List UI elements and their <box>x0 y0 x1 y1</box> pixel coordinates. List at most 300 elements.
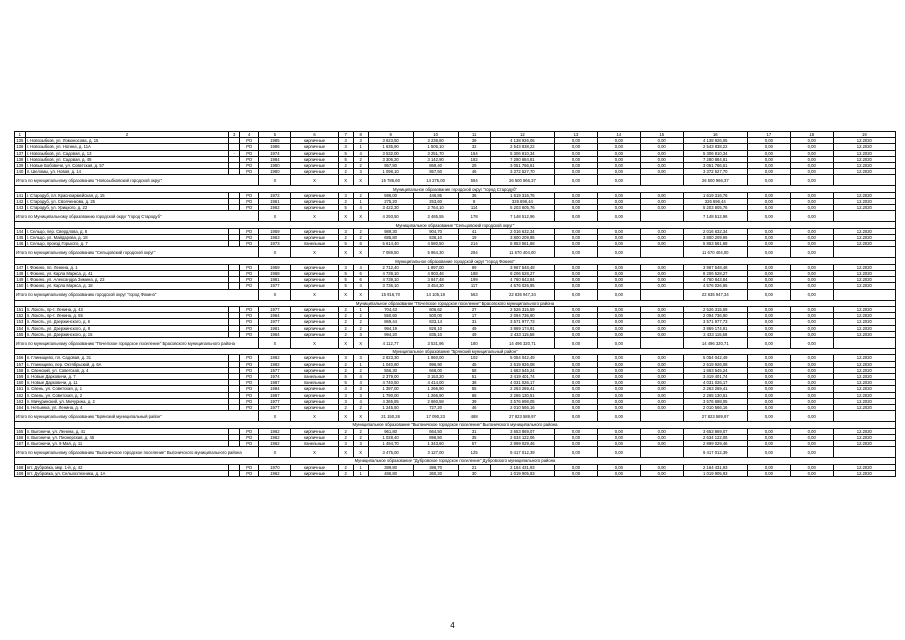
table-cell: 2 265 130,51 <box>490 392 554 398</box>
table-cell: РО <box>240 398 259 404</box>
table-cell: 154 <box>458 150 490 156</box>
table-cell: РО <box>240 428 259 434</box>
table-cell: 2 823,30 <box>368 355 413 361</box>
table-cell: РО <box>240 331 259 337</box>
table-cell: 12.2020 <box>833 205 895 211</box>
table-cell: 0,00 <box>597 199 640 205</box>
table-cell: 0,00 <box>597 313 640 319</box>
table-cell: 0,00 <box>790 325 833 331</box>
table-cell: 0,00 <box>597 205 640 211</box>
table-cell: 0,00 <box>640 277 683 283</box>
table-cell: 0,00 <box>555 325 598 331</box>
table-cell: 38 <box>458 380 490 386</box>
table-cell: 4 <box>353 398 368 404</box>
table-cell: 143 <box>16 205 24 211</box>
subtotal-cell: X <box>353 247 368 258</box>
table-cell: 3 153,20 <box>413 374 458 380</box>
table-cell: 166 <box>16 434 24 440</box>
table-cell: 0,00 <box>597 428 640 434</box>
table-cell: 0,00 <box>555 313 598 319</box>
table-cell: 12.2020 <box>833 307 895 313</box>
table-cell: 0,00 <box>555 163 598 169</box>
subtotal-cell: 0,00 <box>555 411 598 422</box>
table-cell: 1 663 545,24 <box>490 367 554 373</box>
subtotal-label: Итого по муниципальному образованию "Сельцовский городской округ" <box>15 247 259 258</box>
table-cell: 2 <box>353 367 368 373</box>
table-cell: 12.2020 <box>833 199 895 205</box>
subtotal-cell: 7 148 512,96 <box>683 211 747 222</box>
table-cell: 0,00 <box>790 405 833 411</box>
table-cell: 144 <box>16 228 24 234</box>
table-cell: 12.2020 <box>833 325 895 331</box>
table-cell: 275,20 <box>368 199 413 205</box>
table-cell: 835,10 <box>413 331 458 337</box>
table-cell: 0,00 <box>555 192 598 198</box>
subtotal-row <box>15 338 896 349</box>
table-cell: 2 164 431,93 <box>490 464 554 470</box>
subtotal-cell: X <box>259 175 291 186</box>
section-title: Муниципальное образование "Почепское городское поселение" Брасовского муниципального района <box>15 300 896 306</box>
table-cell: 0,00 <box>597 361 640 367</box>
table-cell: кирпичные <box>291 307 338 313</box>
address-cell: г. Сельцо, пер. Свердлова, д. 8 <box>25 228 229 234</box>
table-cell: 0,00 <box>640 355 683 361</box>
table-cell: 3 571 977,73 <box>683 319 747 325</box>
table-cell: 0,00 <box>790 150 833 156</box>
table-cell: 0,00 <box>555 398 598 404</box>
table-cell: кирпичные <box>291 470 338 476</box>
table-cell: 5 <box>338 156 353 162</box>
address-cell: г. Фокино, ул. Карла Маркса, д. 18 <box>25 283 229 289</box>
subtotal-cell: 9 417 012,39 <box>490 447 554 458</box>
table-cell: 0,00 <box>555 392 598 398</box>
table-cell: 550,60 <box>368 313 413 319</box>
table-cell: 0,00 <box>555 331 598 337</box>
table-cell: 989,30 <box>368 228 413 234</box>
table-cell: 0,00 <box>555 205 598 211</box>
table-cell: 51 <box>458 374 490 380</box>
table-cell: 1963 <box>259 235 291 241</box>
subtotal-row <box>15 447 896 458</box>
table-cell: 3 051 766,61 <box>490 163 554 169</box>
table-cell: кирпичные <box>291 199 338 205</box>
table-cell: 3 736,10 <box>368 283 413 289</box>
table-cell: 2 <box>338 470 353 476</box>
column-number-cell: 7 <box>338 132 353 138</box>
table-cell: 1964 <box>259 331 291 337</box>
subtotal-cell: 0,00 <box>597 289 640 300</box>
table-cell: 2 010 566,16 <box>490 405 554 411</box>
table-cell: 151 <box>16 307 24 313</box>
table-cell: 2 <box>338 313 353 319</box>
subtotal-cell: 0,00 <box>790 338 833 349</box>
table-cell: 0,00 <box>640 169 683 175</box>
table-cell: 4 903,46 <box>413 271 458 277</box>
table-cell: 168 <box>16 464 24 470</box>
subtotal-cell: 0,00 <box>790 289 833 300</box>
table-cell: 3 800 209,95 <box>490 235 554 241</box>
column-number-cell: 1 <box>15 132 26 138</box>
table-cell: РО <box>240 470 259 476</box>
table-cell: 30 <box>458 470 490 476</box>
table-cell: 12.2020 <box>833 464 895 470</box>
table-cell: 0,00 <box>555 283 598 289</box>
subtotal-cell: 3 465,55 <box>413 211 458 222</box>
subtotal-cell: 0,00 <box>790 247 833 258</box>
table-cell: кирпичные <box>291 392 338 398</box>
table-cell: 0,00 <box>597 150 640 156</box>
table-cell: 2 <box>353 228 368 234</box>
table-cell: кирпичные <box>291 138 338 144</box>
address-cell: п. Локоть, ул. Дзержинского, д. 8 <box>25 325 229 331</box>
subtotal-cell: 3 475,00 <box>368 447 413 458</box>
table-cell: 0,00 <box>555 150 598 156</box>
table-cell: 2 526 315,59 <box>490 307 554 313</box>
subtotal-cell <box>640 411 683 422</box>
table-cell: 2 379,00 <box>368 374 413 380</box>
table-cell: кирпичные <box>291 355 338 361</box>
subtotal-cell: X <box>259 447 291 458</box>
table-cell: 0,00 <box>747 380 790 386</box>
table-cell: 2 <box>338 331 353 337</box>
table-cell: 0,00 <box>555 405 598 411</box>
table-cell: 2 <box>338 307 353 313</box>
subtotal-cell: 0,00 <box>555 247 598 258</box>
column-number-cell: 2 <box>25 132 229 138</box>
table-cell: 0,00 <box>597 271 640 277</box>
subtotal-label: Итого по муниципальному образованию городской округ "город Фокино" <box>15 289 259 300</box>
table-cell: 1 <box>353 464 368 470</box>
section-title: Муниципальное образование "Сельцовский городской округ" <box>15 222 896 228</box>
address-cell: п. Локоть, ул. Дзержинского, д. 6 <box>25 319 229 325</box>
table-cell: 636,10 <box>413 235 458 241</box>
table-cell: панельные <box>291 441 338 447</box>
table-cell: 0,00 <box>555 464 598 470</box>
address-cell: г. Стародуб, пл. Красноармейская, д. 15 <box>25 192 229 198</box>
column-number-cell: 17 <box>747 132 790 138</box>
subtotal-cell: 22 635 947,34 <box>683 289 747 300</box>
subtotal-cell: X <box>259 211 291 222</box>
table-cell: РО <box>240 313 259 319</box>
table-cell: 4 031 026,17 <box>490 380 554 386</box>
table-cell: 961,80 <box>368 428 413 434</box>
subtotal-cell: X <box>353 211 368 222</box>
table-cell: 169 <box>16 470 24 476</box>
address-cell: г. Новозыбков, ул. Ломоносова, д. 15 <box>25 138 229 144</box>
table-cell: 2 <box>338 163 353 169</box>
address-cell: п. Локоть, пр-т. Ленина, д. 43 <box>25 307 229 313</box>
table-cell: 199 <box>458 277 490 283</box>
table-cell: 161 <box>16 386 24 392</box>
page-number: 4 <box>450 621 455 630</box>
table-cell: 147 <box>16 264 24 270</box>
table-cell: РО <box>240 264 259 270</box>
table-cell: 1980 <box>259 163 291 169</box>
address-cell: г. Новозыбков, ул. Садовая, д. 13 <box>25 150 229 156</box>
table-cell: 114 <box>458 205 490 211</box>
table-cell: 5 <box>338 380 353 386</box>
table-cell: 156 <box>16 355 24 361</box>
address-cell: п. Локоть, пр-т. Ленина, д. 55 <box>25 313 229 319</box>
table-cell: 4 <box>353 380 368 386</box>
table-cell: 2 <box>353 235 368 241</box>
table-cell: 996,90 <box>413 361 458 367</box>
table-cell: 45 <box>458 361 490 367</box>
table-cell: 3 <box>338 144 353 150</box>
table-cell: 0,00 <box>597 405 640 411</box>
table-cell: 0,00 <box>747 319 790 325</box>
table-cell: 2 519 926,08 <box>683 361 747 367</box>
table-cell: 12.2020 <box>833 441 895 447</box>
table-cell: 1 663 545,24 <box>683 367 747 373</box>
address-cell: пгт. Дубровка, ул. Сельхозтехника, д. 1А <box>25 470 229 476</box>
table-cell: 1962 <box>259 428 291 434</box>
subtotal-cell: 0,00 <box>597 247 640 258</box>
table-cell: 0,00 <box>597 470 640 476</box>
subtotal-cell: 0,00 <box>790 175 833 186</box>
table-cell: 0,00 <box>640 144 683 150</box>
table-cell: 2 094 736,90 <box>490 313 554 319</box>
table-cell: 4 760 843,84 <box>683 277 747 283</box>
table-cell: РО <box>240 169 259 175</box>
table-cell: 0,00 <box>790 331 833 337</box>
table-cell: 1985 <box>259 138 291 144</box>
table-cell: 142 <box>16 199 24 205</box>
table-cell: 1962 <box>259 441 291 447</box>
subtotal-cell: 563 <box>458 289 490 300</box>
table-cell: 5 <box>338 205 353 211</box>
table-cell: 3 <box>353 331 368 337</box>
table-cell: 7 280 884,81 <box>683 156 747 162</box>
table-cell: 3 653 869,07 <box>490 428 554 434</box>
table-cell: 1982 <box>259 361 291 367</box>
table-cell: 5 <box>338 271 353 277</box>
subtotal-row <box>15 211 896 222</box>
table-cell: 664,50 <box>413 428 458 434</box>
table-cell: 21 <box>458 464 490 470</box>
table-cell: 5 614,40 <box>368 241 413 247</box>
table-cell: 49 <box>458 325 490 331</box>
table-cell: 0,00 <box>640 361 683 367</box>
table-cell: 2 <box>338 428 353 434</box>
table-cell: 833,14 <box>413 319 458 325</box>
table-cell: 1 635,90 <box>368 144 413 150</box>
column-number-cell: 5 <box>259 132 291 138</box>
table-cell: 606,62 <box>413 307 458 313</box>
table-cell: 2 899 029,46 <box>490 441 554 447</box>
address-cell: п. Выгоничи, ул. 9 Мая, д. 11 <box>25 441 229 447</box>
table-cell: 12.2020 <box>833 428 895 434</box>
table-cell: 0,00 <box>555 374 598 380</box>
table-cell: 1962 <box>259 470 291 476</box>
subtotal-cell: X <box>338 338 353 349</box>
subtotal-cell: 11 670 404,00 <box>490 247 554 258</box>
table-cell: 12.2020 <box>833 283 895 289</box>
table-cell: кирпичные <box>291 169 338 175</box>
table-cell: 68 <box>458 392 490 398</box>
table-cell: 0,00 <box>747 271 790 277</box>
table-cell: 0,00 <box>747 205 790 211</box>
table-cell: кирпичные <box>291 192 338 198</box>
table-cell: 5 <box>338 283 353 289</box>
table-cell: 8 206 528,27 <box>490 271 554 277</box>
table-cell: 4 414,00 <box>413 380 458 386</box>
table-cell: 4 <box>353 150 368 156</box>
subtotal-cell: X <box>353 447 368 458</box>
table-cell: 1961 <box>259 199 291 205</box>
table-cell: 0,00 <box>597 398 640 404</box>
subtotal-cell: 11 670 404,00 <box>683 247 747 258</box>
table-cell: 3 571 977,73 <box>490 319 554 325</box>
subtotal-cell <box>833 411 895 422</box>
table-cell: 3 623,50 <box>368 138 413 144</box>
table-cell: 446,85 <box>413 192 458 198</box>
table-cell: 0,00 <box>555 428 598 434</box>
table-cell: 0,00 <box>640 205 683 211</box>
table-cell: РО <box>240 441 259 447</box>
subtotal-row <box>15 411 896 422</box>
subtotal-row <box>15 289 896 300</box>
table-cell: 666,00 <box>413 367 458 373</box>
table-cell: 0,00 <box>790 319 833 325</box>
table-cell: 2 094 736,90 <box>683 313 747 319</box>
subtotal-cell: 0,00 <box>747 175 790 186</box>
table-cell: 0,00 <box>555 361 598 367</box>
subtotal-cell: 14 496 320,71 <box>490 338 554 349</box>
table-cell: 3 <box>338 228 353 234</box>
table-cell: 5 853 561,68 <box>683 241 747 247</box>
subtotal-cell <box>640 211 683 222</box>
table-cell: 7 280 884,81 <box>490 156 554 162</box>
table-cell: 1987 <box>259 380 291 386</box>
table-cell: 4 739,10 <box>368 271 413 277</box>
table-body <box>15 132 896 477</box>
table-cell: 5 853 561,68 <box>490 241 554 247</box>
table-cell: кирпичные <box>291 386 338 392</box>
table-cell: 58 <box>458 367 490 373</box>
address-cell: пгт. Дубровка, мкр. 1-й, д. 42 <box>25 464 229 470</box>
table-cell: 214 <box>458 241 490 247</box>
table-cell: кирпичные <box>291 361 338 367</box>
table-cell: 163 <box>16 398 24 404</box>
table-cell: 27 <box>458 307 490 313</box>
table-cell: 4 <box>353 374 368 380</box>
column-number-cell: 14 <box>597 132 640 138</box>
table-cell: 3 419 401,74 <box>490 374 554 380</box>
table-cell: 0,00 <box>555 441 598 447</box>
table-cell: 0,00 <box>640 367 683 373</box>
table-cell: 4 365,85 <box>368 398 413 404</box>
table-cell: 596,00 <box>368 192 413 198</box>
subtotal-cell <box>833 175 895 186</box>
subtotal-cell: X <box>259 289 291 300</box>
table-cell: 5 <box>338 150 353 156</box>
subtotal-cell: X <box>353 289 368 300</box>
table-cell: 12.2020 <box>833 361 895 367</box>
table-cell: 0,00 <box>555 319 598 325</box>
subtotal-cell: 14 105,18 <box>413 289 458 300</box>
column-number-cell: 8 <box>353 132 368 138</box>
table-cell: 1 <box>353 470 368 476</box>
table-cell: 0,00 <box>747 392 790 398</box>
table-cell: 1 860,00 <box>413 355 458 361</box>
subtotal-cell: 21 150,26 <box>368 411 413 422</box>
table-cell: кирпичные <box>291 325 338 331</box>
table-cell: 0,00 <box>555 367 598 373</box>
table-cell: 3 869 174,91 <box>490 325 554 331</box>
table-cell: 1 028,40 <box>368 434 413 440</box>
table-cell: 994,19 <box>368 325 413 331</box>
column-number-cell: 19 <box>833 132 895 138</box>
table-cell: 12.2020 <box>833 277 895 283</box>
subtotal-cell: 0,00 <box>597 338 640 349</box>
subtotal-cell: 27 823 589,97 <box>683 411 747 422</box>
address-cell: п. Выгоничи, ул. Пионерская, д. 45 <box>25 434 229 440</box>
subtotal-cell: X <box>353 175 368 186</box>
table-cell: 2 712,40 <box>368 264 413 270</box>
table-cell: 2 <box>338 169 353 175</box>
table-cell: 0,00 <box>747 434 790 440</box>
column-number-cell: 10 <box>413 132 458 138</box>
table-cell: 0,00 <box>747 228 790 234</box>
subtotal-cell: 5 964,30 <box>413 247 458 258</box>
table-cell: 3 532,00 <box>368 150 413 156</box>
table-cell: 0,00 <box>640 428 683 434</box>
table-cell: 5 <box>338 277 353 283</box>
table-cell: 0,00 <box>640 374 683 380</box>
table-cell: 3 <box>338 386 353 392</box>
table-cell: 55 <box>458 386 490 392</box>
table-cell: 0,00 <box>747 144 790 150</box>
table-cell: 4 760 843,84 <box>490 277 554 283</box>
table-cell: 182 <box>458 156 490 162</box>
address-cell: п. Свень, ул. Советская, д. 1 <box>25 386 229 392</box>
table-cell: 0,00 <box>790 307 833 313</box>
table-cell: 0,00 <box>747 398 790 404</box>
subtotal-cell <box>833 447 895 458</box>
subtotal-cell: X <box>291 338 338 349</box>
table-cell: 0,00 <box>555 264 598 270</box>
table-cell: кирпичные <box>291 271 338 277</box>
subtotal-label: Итого по муниципальному образованию "Новозыбковский городской округ" <box>15 175 259 186</box>
table-cell: РО <box>240 235 259 241</box>
table-cell: 0,00 <box>640 199 683 205</box>
table-cell: 154 <box>16 325 24 331</box>
table-cell: 36 <box>458 192 490 198</box>
table-cell: кирпичные <box>291 434 338 440</box>
table-cell: 4 739,10 <box>368 277 413 283</box>
table-cell: 3 <box>353 441 368 447</box>
table-cell: 0,00 <box>790 241 833 247</box>
table-cell: РО <box>240 367 259 373</box>
table-cell: 0,00 <box>790 434 833 440</box>
table-cell: 12.2020 <box>833 470 895 476</box>
table-cell: 102 <box>458 355 490 361</box>
table-cell: 0,00 <box>640 313 683 319</box>
table-cell: 0,00 <box>640 331 683 337</box>
table-cell: 1986 <box>259 144 291 150</box>
table-cell: 0,00 <box>790 138 833 144</box>
subtotal-cell: 7 148 512,96 <box>490 211 554 222</box>
table-cell: 0,00 <box>790 367 833 373</box>
subtotal-cell <box>833 289 895 300</box>
table-cell: 0,00 <box>555 307 598 313</box>
table-cell: кирпичные <box>291 313 338 319</box>
table-cell: 0,00 <box>555 228 598 234</box>
table-cell: 1 245,50 <box>368 405 413 411</box>
table-cell: 0,00 <box>640 392 683 398</box>
table-cell: 3 372 527,70 <box>683 169 747 175</box>
